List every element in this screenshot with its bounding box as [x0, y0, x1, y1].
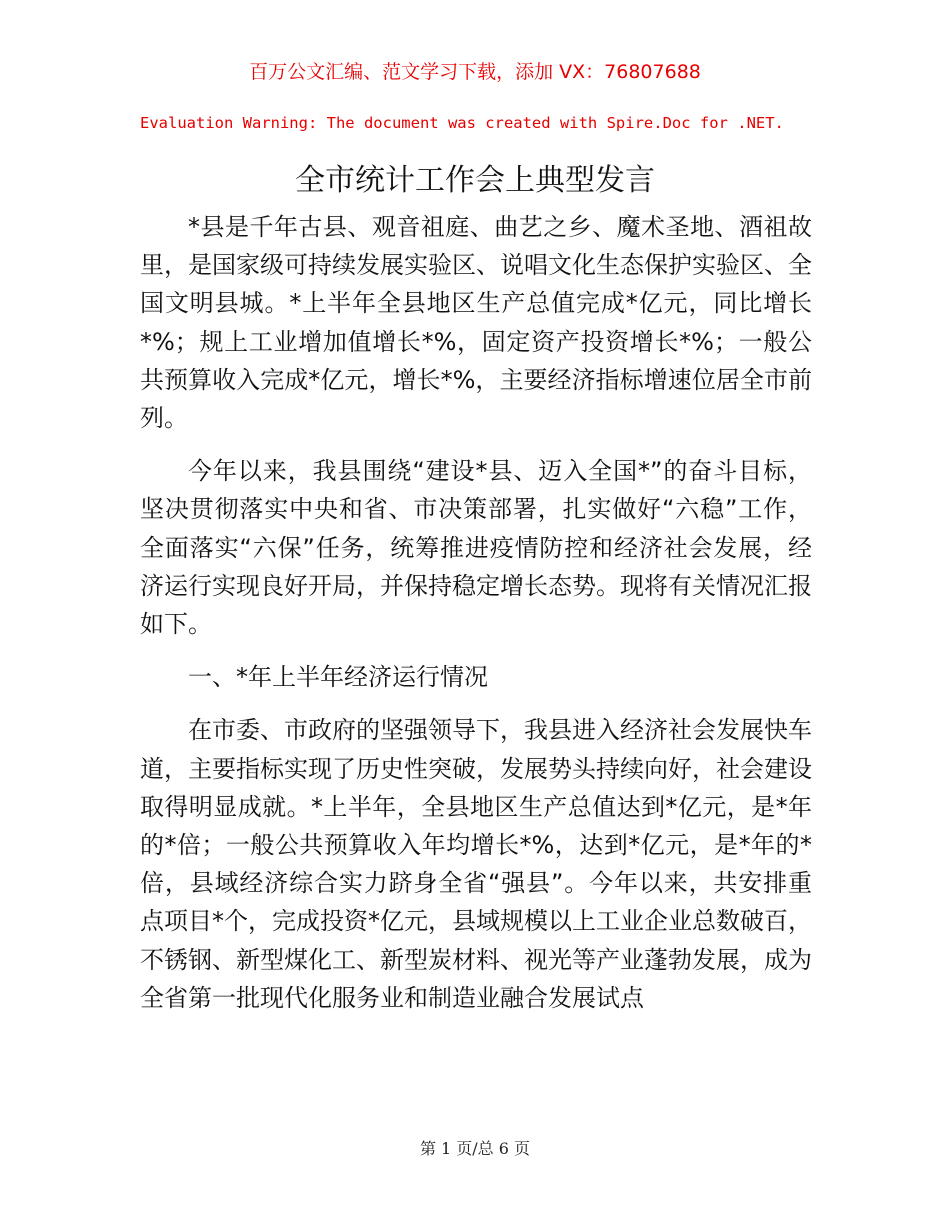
paragraph-intro: *县是千年古县、观音祖庭、曲艺之乡、魔术圣地、酒祖故里，是国家级可持续发展实验区、说唱文化生态保护实验区、全国文明县城。*上半年全县地区生产总值完成*亿元，同比增长*%；规上工业增加值增长*%，固定资产投资增长*%；一般公共预算收入完成*亿元，增长*%，主要经济指标增速位居全市前列。: [140, 213, 812, 433]
header-banner: 百万公文汇编、范文学习下载，添加 VX：76807688: [249, 61, 701, 83]
page-footer: 第 1 页/总 6 页: [419, 1139, 531, 1158]
section-heading: 一、*年上半年经济运行情况: [188, 663, 488, 692]
paragraph-overview: 今年以来，我县围绕“建设*县、迈入全国*”的奋斗目标，坚决贯彻落实中央和省、市决策部署，扎实做好“六稳”工作，全面落实“六保”任务，统筹推进疫情防控和经济社会发展，经济运行实现良好开局，并保持稳定增长态势。现将有关情况汇报如下。: [140, 457, 812, 639]
paragraph-economy: 在市委、市政府的坚强领导下，我县进入经济社会发展快车道，主要指标实现了历史性突破，发展势头持续向好，社会建设取得明显成就。*上半年，全县地区生产总值达到*亿元，是*年的*倍；一般公共预算收入年均增长*%，达到*亿元，是*年的*倍，县域经济综合实力跻身全省“强县”。今年以来，共安排重点项目*个，完成投资*亿元，县域规模以上工业企业总数破百，不锈钢、新型煤化工、新型炭材料、视光等产业蓬勃发展，成为全省第一批现代化服务业和制造业融合发展试点: [140, 716, 812, 1012]
document-title: 全市统计工作会上典型发言: [295, 163, 655, 198]
document-body: [140, 208, 812, 1032]
evaluation-warning: Evaluation Warning: The document was created with Spire.Doc for .NET.: [140, 114, 784, 132]
